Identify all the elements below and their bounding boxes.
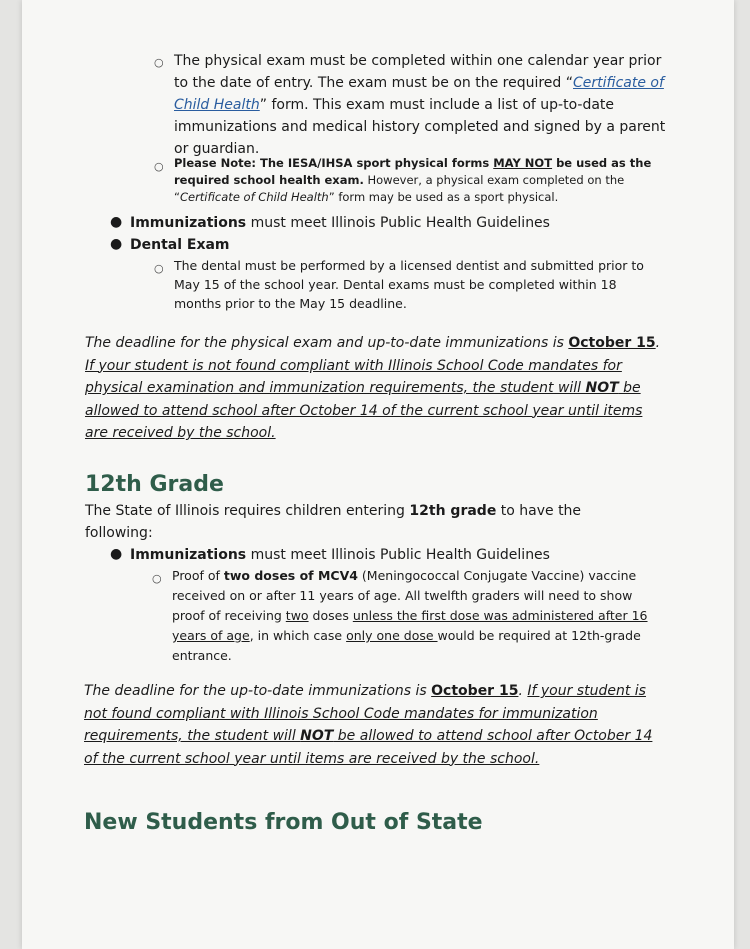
mcv4-requirement: Proof of two doses of MCV4 (Meningococcal Conjugate Vaccine) vaccine received on or after 11 years of age. All twelfth graders will need to show proof of receiving two doses unless the first dose was administered after 16 years of age, in which case only one dose would be required at 12th-grade entrance. <box>172 568 648 663</box>
dental-exam-requirement: The dental must be performed by a licensed dentist and submitted prior to May 15 of the school year. Dental exams must be completed within 18 months prior to the May 15 deadline. <box>174 258 644 311</box>
dental-exam-item: Dental Exam <box>130 237 230 253</box>
sub-bullet-marker: ○ <box>154 56 164 69</box>
section-heading-12th-grade: 12th Grade <box>85 472 224 497</box>
immunizations-item: Immunizations must meet Illinois Public Health Guidelines <box>130 215 550 231</box>
sub-bullet-marker: ○ <box>154 262 164 275</box>
deadline-paragraph-1: The deadline for the physical exam and up-to-date immunizations is October 15. If your student is not found compliant with Illinois School Code mandates for physical examination and immunization requirements, the student will NOT be allowed to attend school after October 14 of the current school year until items are received by the school. <box>85 335 661 441</box>
12th-grade-intro: The State of Illinois requires children entering 12th grade to have the following: <box>85 503 582 541</box>
sub-bullet-marker: ○ <box>154 160 164 173</box>
deadline-paragraph-2: The deadline for the up-to-date immunizations is October 15. If your student is not found compliant with Illinois School Code mandates for immunization requirements, the student will NOT be allowed to attend school after October 14 of the current school year until items are received by the school. <box>84 683 653 767</box>
certificate-of-child-health-link[interactable]: Certificate of Child Health <box>174 75 664 113</box>
section-heading-out-of-state: New Students from Out of State <box>84 810 483 835</box>
immunizations-item-12th: Immunizations must meet Illinois Public Health Guidelines <box>130 547 550 563</box>
document-page <box>22 0 734 949</box>
bullet-marker: ● <box>110 546 123 562</box>
bullet-marker: ● <box>110 214 123 230</box>
sport-physical-note: Please Note: The IESA/IHSA sport physical forms MAY NOT be used as the required school health exam. However, a physical exam completed on the “Certificate of Child Health” form may be used as a sport physical. <box>174 156 652 204</box>
bullet-marker: ● <box>110 236 123 252</box>
sub-bullet-marker: ○ <box>152 572 162 585</box>
physical-exam-requirement: The physical exam must be completed within one calendar year prior to the date of entry. The exam must be on the required “Certificate of Child Health” form. This exam must include a list of up-to-date immunizations and medical history completed and signed by a parent or guardian. <box>174 53 666 157</box>
